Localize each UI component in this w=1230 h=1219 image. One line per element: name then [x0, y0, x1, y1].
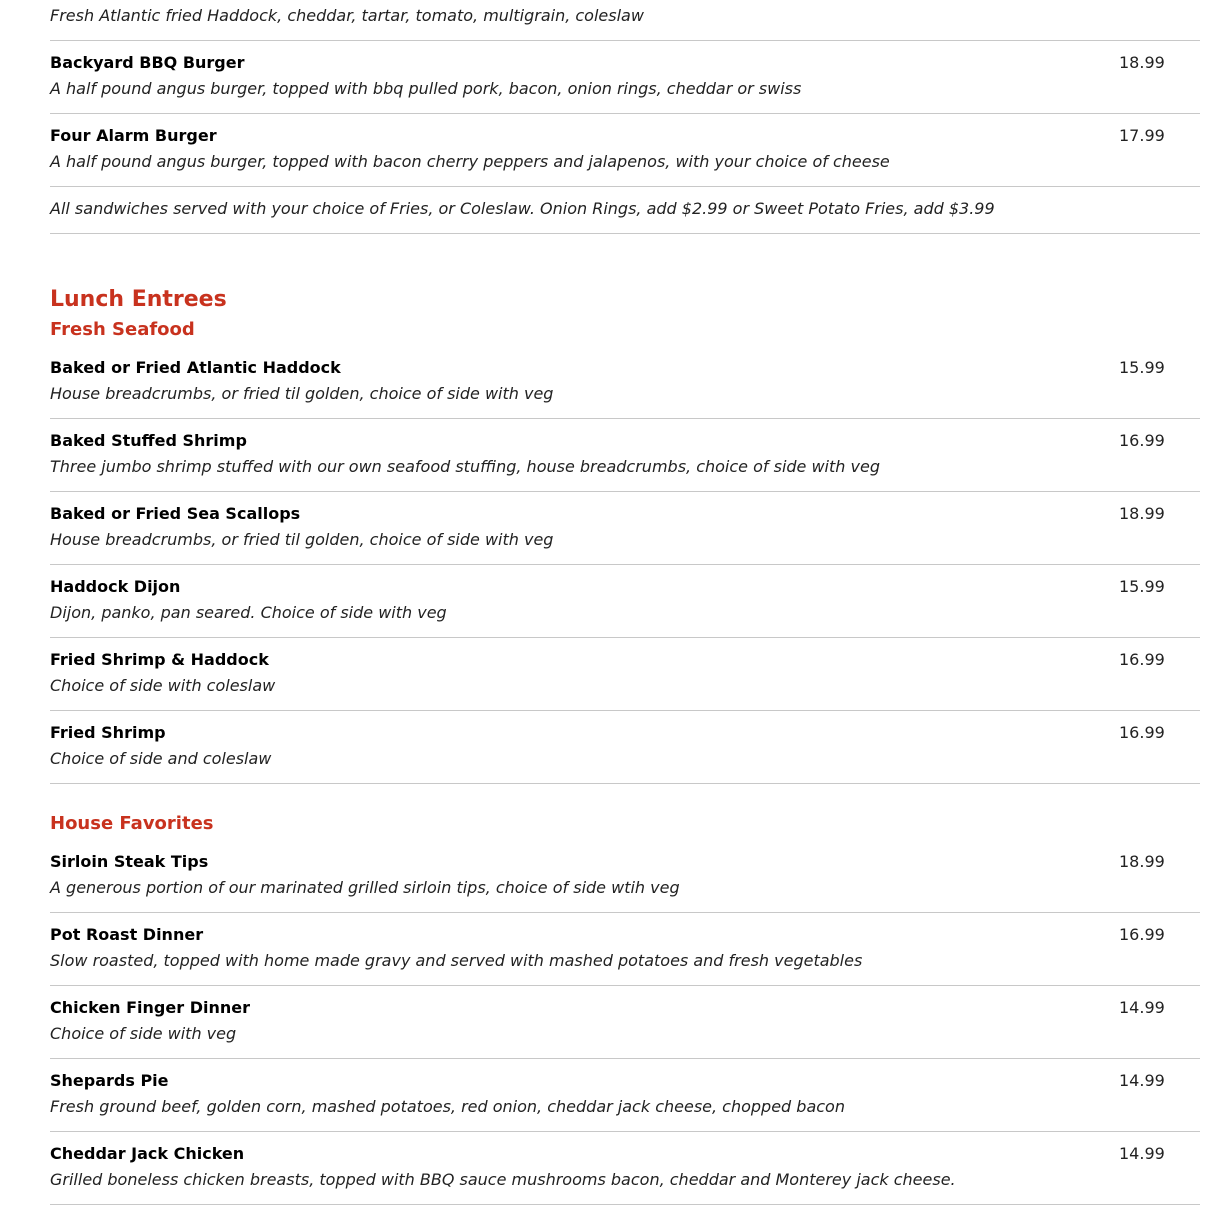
section-title-lunch-entrees: Lunch Entrees [50, 287, 227, 312]
item-description: Grilled boneless chicken breasts, topped with BBQ sauce mushrooms bacon, cheddar and Monterey jack cheese. [50, 1170, 956, 1189]
divider [50, 710, 1200, 711]
item-price: 18.99 [1119, 53, 1165, 72]
item-description: A generous portion of our marinated grilled sirloin tips, choice of side wtih veg [50, 878, 680, 897]
divider [50, 637, 1200, 638]
menu-item-cheddar-jack-chicken [50, 1144, 1200, 1217]
menu-item-baked-stuffed-shrimp [50, 431, 1200, 504]
item-description: Choice of side with veg [50, 1024, 237, 1043]
item-description: A half pound angus burger, topped with bacon cherry peppers and jalapenos, with your choice of cheese [50, 152, 890, 171]
divider [50, 418, 1200, 419]
item-description: A half pound angus burger, topped with bbq pulled pork, bacon, onion rings, cheddar or swiss [50, 79, 802, 98]
item-price: 16.99 [1119, 431, 1165, 450]
menu-item-baked-fried-haddock [50, 358, 1200, 431]
item-name: Baked or Fried Atlantic Haddock [50, 358, 341, 377]
item-price: 16.99 [1119, 723, 1165, 742]
item-price: 14.99 [1119, 998, 1165, 1017]
item-name: Four Alarm Burger [50, 126, 217, 145]
item-name: Pot Roast Dinner [50, 925, 204, 944]
item-price: 17.99 [1119, 126, 1165, 145]
divider [50, 186, 1200, 187]
menu-item-pot-roast-dinner [50, 925, 1200, 998]
divider [50, 783, 1200, 784]
item-description: Slow roasted, topped with home made gravy and served with mashed potatoes and fresh vegetables [50, 951, 863, 970]
menu-item-backyard-bbq-burger [50, 53, 1200, 126]
menu-item-haddock-dijon [50, 577, 1200, 650]
menu-item-fried-shrimp-haddock [50, 650, 1200, 723]
menu-item-fried-shrimp [50, 723, 1200, 796]
item-name: Shepards Pie [50, 1071, 169, 1090]
item-price: 16.99 [1119, 650, 1165, 669]
item-name: Sirloin Steak Tips [50, 852, 209, 871]
divider [50, 912, 1200, 913]
item-description: Choice of side and coleslaw [50, 749, 272, 768]
item-name: Cheddar Jack Chicken [50, 1144, 245, 1163]
item-name: Haddock Dijon [50, 577, 181, 596]
divider [50, 564, 1200, 565]
menu-item-sirloin-steak-tips [50, 852, 1200, 925]
item-price: 16.99 [1119, 925, 1165, 944]
item-name: Backyard BBQ Burger [50, 53, 245, 72]
item-price: 14.99 [1119, 1071, 1165, 1090]
divider [50, 233, 1200, 234]
item-description: House breadcrumbs, or fried til golden, choice of side with veg [50, 530, 554, 549]
item-name: Fried Shrimp & Haddock [50, 650, 269, 669]
item-price: 15.99 [1119, 358, 1165, 377]
item-description: Three jumbo shrimp stuffed with our own seafood stuffing, house breadcrumbs, choice of side with veg [50, 457, 880, 476]
menu-item-shepards-pie [50, 1071, 1200, 1144]
divider [50, 1058, 1200, 1059]
menu-item-chicken-finger-dinner [50, 998, 1200, 1071]
divider [50, 1204, 1200, 1205]
divider [50, 491, 1200, 492]
item-description: Choice of side with coleslaw [50, 676, 276, 695]
item-description: Fresh ground beef, golden corn, mashed potatoes, red onion, cheddar jack cheese, chopped bacon [50, 1097, 845, 1116]
item-name: Baked Stuffed Shrimp [50, 431, 247, 450]
subsection-title-fresh-seafood: Fresh Seafood [50, 319, 195, 340]
divider [50, 113, 1200, 114]
subsection-title-house-favorites: House Favorites [50, 813, 214, 834]
divider [50, 985, 1200, 986]
item-price: 18.99 [1119, 852, 1165, 871]
item-description: House breadcrumbs, or fried til golden, choice of side with veg [50, 384, 554, 403]
item-price: 14.99 [1119, 1144, 1165, 1163]
item-name: Chicken Finger Dinner [50, 998, 250, 1017]
menu-item-baked-fried-sea-scallops [50, 504, 1200, 577]
item-price: 15.99 [1119, 577, 1165, 596]
item-description: Dijon, panko, pan seared. Choice of side with veg [50, 603, 447, 622]
item-name: Baked or Fried Sea Scallops [50, 504, 301, 523]
divider [50, 1131, 1200, 1132]
item-description: Fresh Atlantic fried Haddock, cheddar, tartar, tomato, multigrain, coleslaw [50, 6, 644, 25]
item-price: 18.99 [1119, 504, 1165, 523]
sandwich-note: All sandwiches served with your choice of Fries, or Coleslaw. Onion Rings, add $2.99 or Sweet Potato Fries, add $3.99 [50, 199, 995, 218]
divider [50, 40, 1200, 41]
item-name: Fried Shrimp [50, 723, 166, 742]
menu-item-four-alarm-burger [50, 126, 1200, 199]
